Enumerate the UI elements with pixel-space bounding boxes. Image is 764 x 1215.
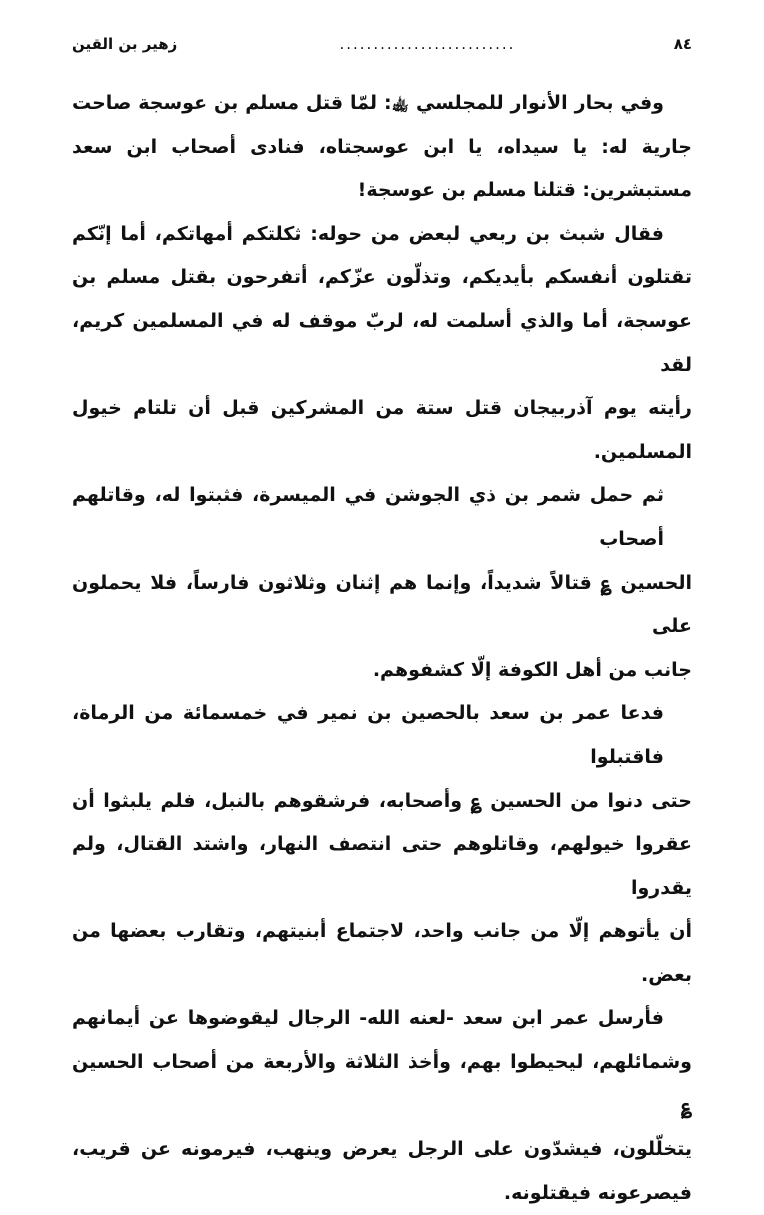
header-dots: .......................... bbox=[339, 35, 516, 53]
text-line: وشمائلهم، ليحيطوا بهم، وأخذ الثلاثة والأربعة من أصحاب الحسين ؏ bbox=[72, 1051, 692, 1117]
text-line: عقروا خيولهم، وقاتلوهم حتى انتصف النهار، واشتد القتال، ولم يقدروا bbox=[72, 833, 692, 899]
paragraph bbox=[72, 474, 692, 692]
text-line: مستبشرين: قتلنا مسلم بن عوسجة! bbox=[357, 179, 692, 202]
page-number: ٨٤ bbox=[673, 35, 692, 53]
text-line: تقتلون أنفسكم بأيديكم، وتذلّون عزّكم، أتفرحون بقتل مسلم بن bbox=[72, 266, 692, 289]
text-line: حتى دنوا من الحسين ؏ وأصحابه، فرشقوهم بالنبل، فلم يلبثوا أن bbox=[72, 789, 692, 812]
paragraph bbox=[72, 997, 692, 1215]
running-header bbox=[72, 30, 692, 58]
text-line: بعض. bbox=[641, 963, 692, 986]
text-line: ثم حمل شمر بن ذي الجوشن في الميسرة، فثبتوا له، وقاتلهم أصحاب bbox=[72, 484, 664, 550]
text-line: المسلمين. bbox=[593, 440, 692, 463]
paragraph bbox=[72, 692, 692, 997]
text-line: يتخلّلون، فيشدّون على الرجل يعرض وينهب، فيرمونه عن قريب، bbox=[72, 1138, 692, 1161]
text-line: أن يأتوهم إلّا من جانب واحد، لاجتماع أبنيتهم، وتقارب بعضها من bbox=[72, 920, 692, 943]
text-line: جانب من أهل الكوفة إلّا كشفوهم. bbox=[372, 658, 692, 681]
text-line: فأرسل عمر ابن سعد -لعنه الله- الرجال ليقوضوها عن أيمانهم bbox=[72, 1007, 664, 1030]
paragraph bbox=[72, 213, 692, 475]
page-body bbox=[72, 82, 692, 1215]
paragraph bbox=[72, 82, 692, 213]
text-line: فيصرعونه فيقتلونه. bbox=[503, 1181, 692, 1204]
text-line: وفي بحار الأنوار للمجلسي ﵀: لمّا قتل مسلم بن عوسجة صاحت bbox=[72, 92, 664, 114]
text-line: رأيته يوم آذربيجان قتل ستة من المشركين قبل أن تلتام خيول bbox=[72, 397, 692, 420]
text-line: عوسجة، أما والذي أسلمت له، لربّ موقف له في المسلمين كريم، لقد bbox=[72, 309, 692, 376]
text-line: الحسين ؏ قتالاً شديداً، وإنما هم إثنان وثلاثون فارساً، فلا يحملون على bbox=[72, 571, 692, 638]
chapter-title: زهير بن القين bbox=[72, 35, 178, 53]
text-line: فقال شبث بن ربعي لبعض من حوله: ثكلتكم أمهاتكم، أما إنّكم bbox=[72, 222, 664, 245]
text-line: جارية له: يا سيداه، يا ابن عوسجتاه، فنادى أصحاب ابن سعد bbox=[72, 135, 692, 158]
text-line: فدعا عمر بن سعد بالحصين بن نمير في خمسمائة من الرماة، فاقتبلوا bbox=[72, 702, 664, 768]
